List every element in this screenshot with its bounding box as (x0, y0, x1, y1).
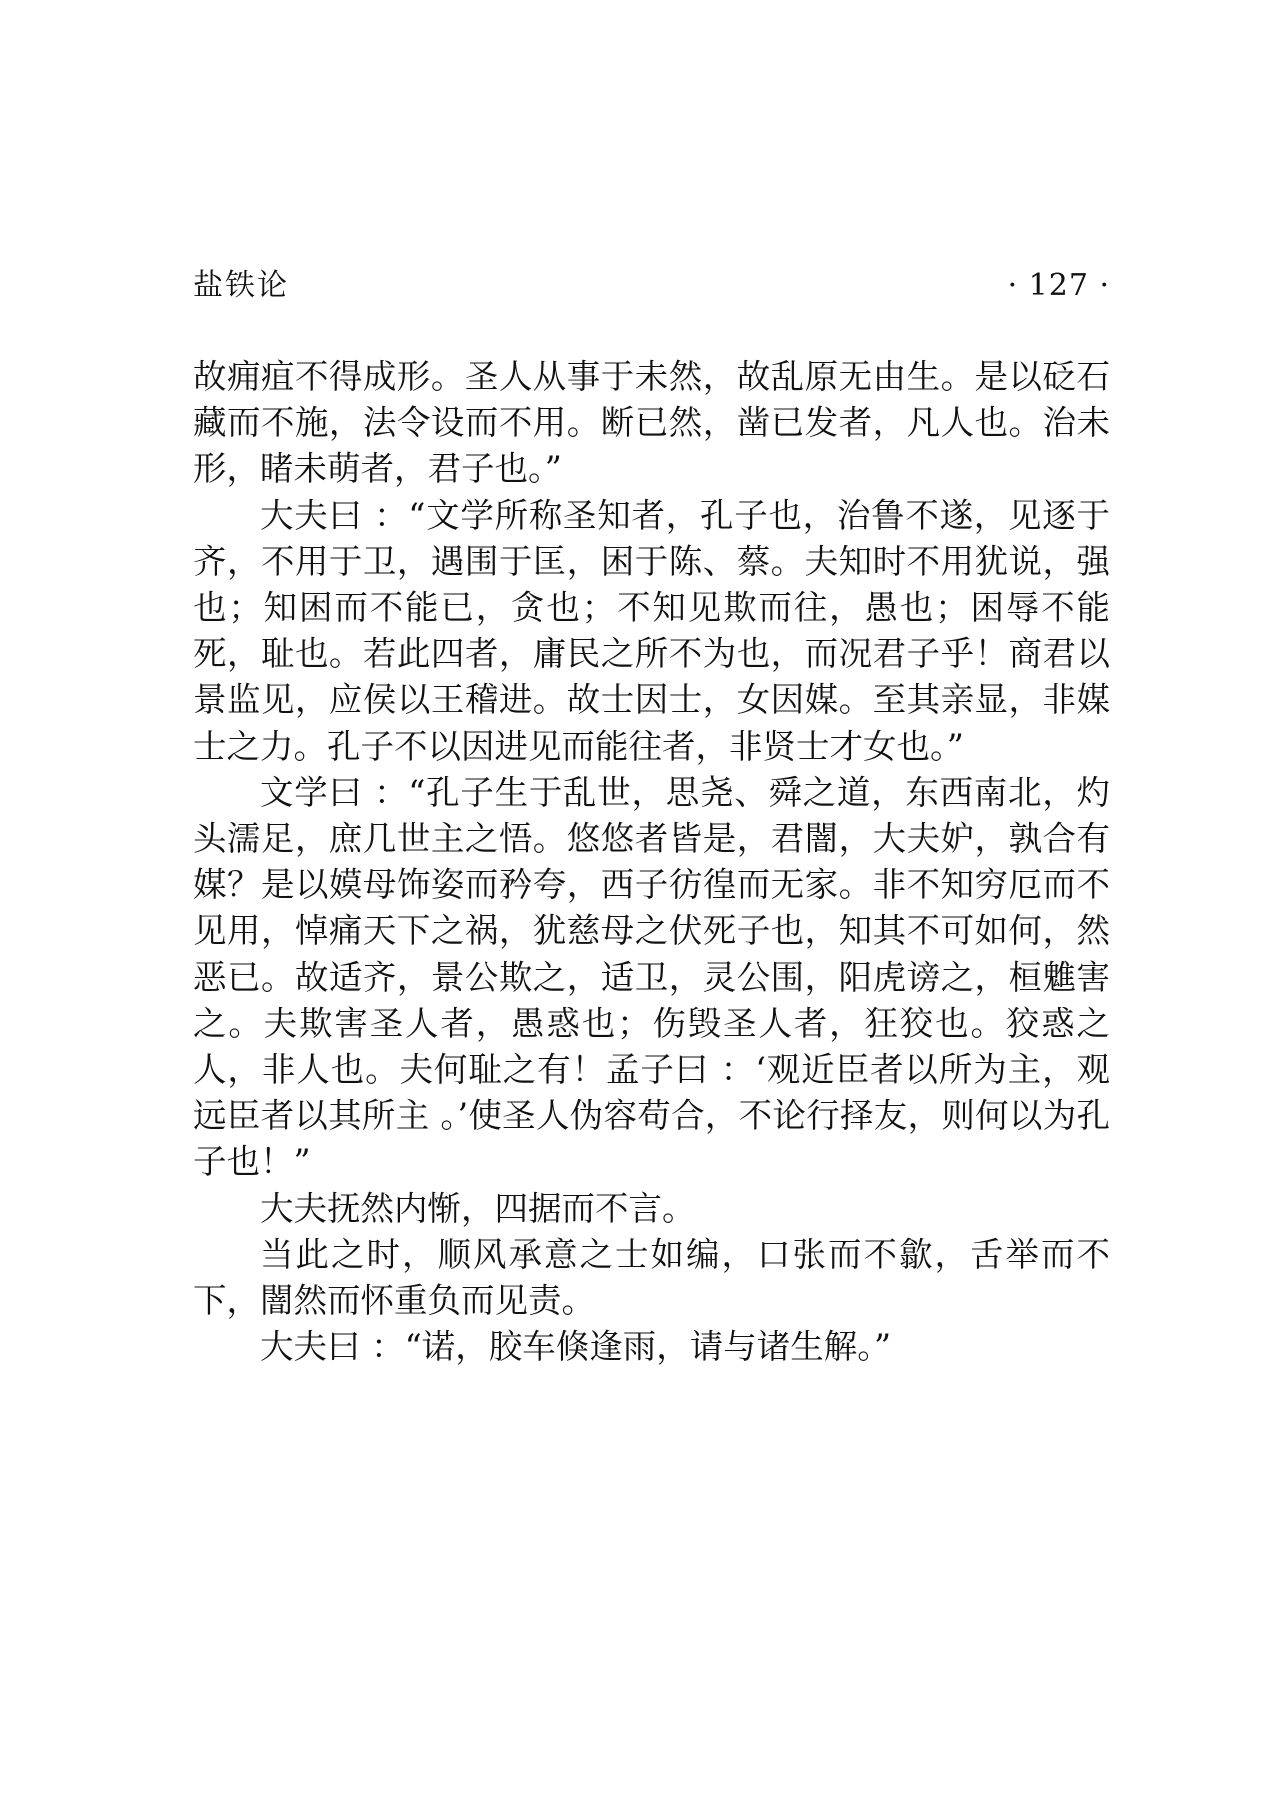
body-text (193, 354, 1110, 1370)
paragraph-continuation: 故痈疽不得成形。圣人从事于未然，故乱原无由生。是以砭石藏而不施，法令设而不用。断已然，凿已发者，凡人也。治未形，睹未萌者，君子也。” (193, 357, 1110, 489)
paragraph-narration: 当此之时，顺风承意之士如编，口张而不歙，舌举而不下，闇然而怀重负而见责。 (193, 1234, 1110, 1321)
paragraph-dafu-closing: 大夫曰 ：“诺，胶车倏逢雨，请与诸生解。” (260, 1327, 892, 1367)
paragraph-dafu-speech: 大夫曰 ：“文学所称圣知者，孔子也，治鲁不遂，见逐于齐，不用于卫，遇围于匡，困于陈、蔡。夫知时不用犹说，强也；知困而不能已，贪也；不知见欺而往，愚也；困辱不能死，耻也。若此四者，庸民之所不为也，而况君子乎！商君以景监见，应侯以王稽进。故士因士，女因媒。至其亲显，非媒士之力。孔子不以因进见而能往者，非贤士才女也。” (193, 495, 1110, 766)
paragraph-wenxue-speech: 文学曰 ：“孔子生于乱世，思尧、舜之道，东西南北，灼头濡足，庶几世主之悟。悠悠者皆是，君闇，大夫妒，孰合有媒？是以嫫母饰姿而矜夸，西子彷徨而无家。非不知穷厄而不见用，悼痛天下之祸，犹慈母之伏死子也，知其不可如何，然恶已。故适齐，景公欺之，适卫，灵公围，阳虎谤之，桓魋害之。夫欺害圣人者，愚惑也；伤毁圣人者，狂狡也。狡惑之人，非人也。夫何耻之有！孟子曰 ：‘观近臣者以所为主，观远臣者以其所主 。’使圣人伪容苟合，不论行择友，则何以为孔子也！” (193, 772, 1110, 1182)
page-header (193, 262, 1110, 310)
page-number: · 127 · (1007, 268, 1110, 303)
running-title: 盐铁论 (193, 268, 289, 303)
paragraph-dafu-silent: 大夫抚然内惭，四据而不言。 (260, 1188, 696, 1228)
